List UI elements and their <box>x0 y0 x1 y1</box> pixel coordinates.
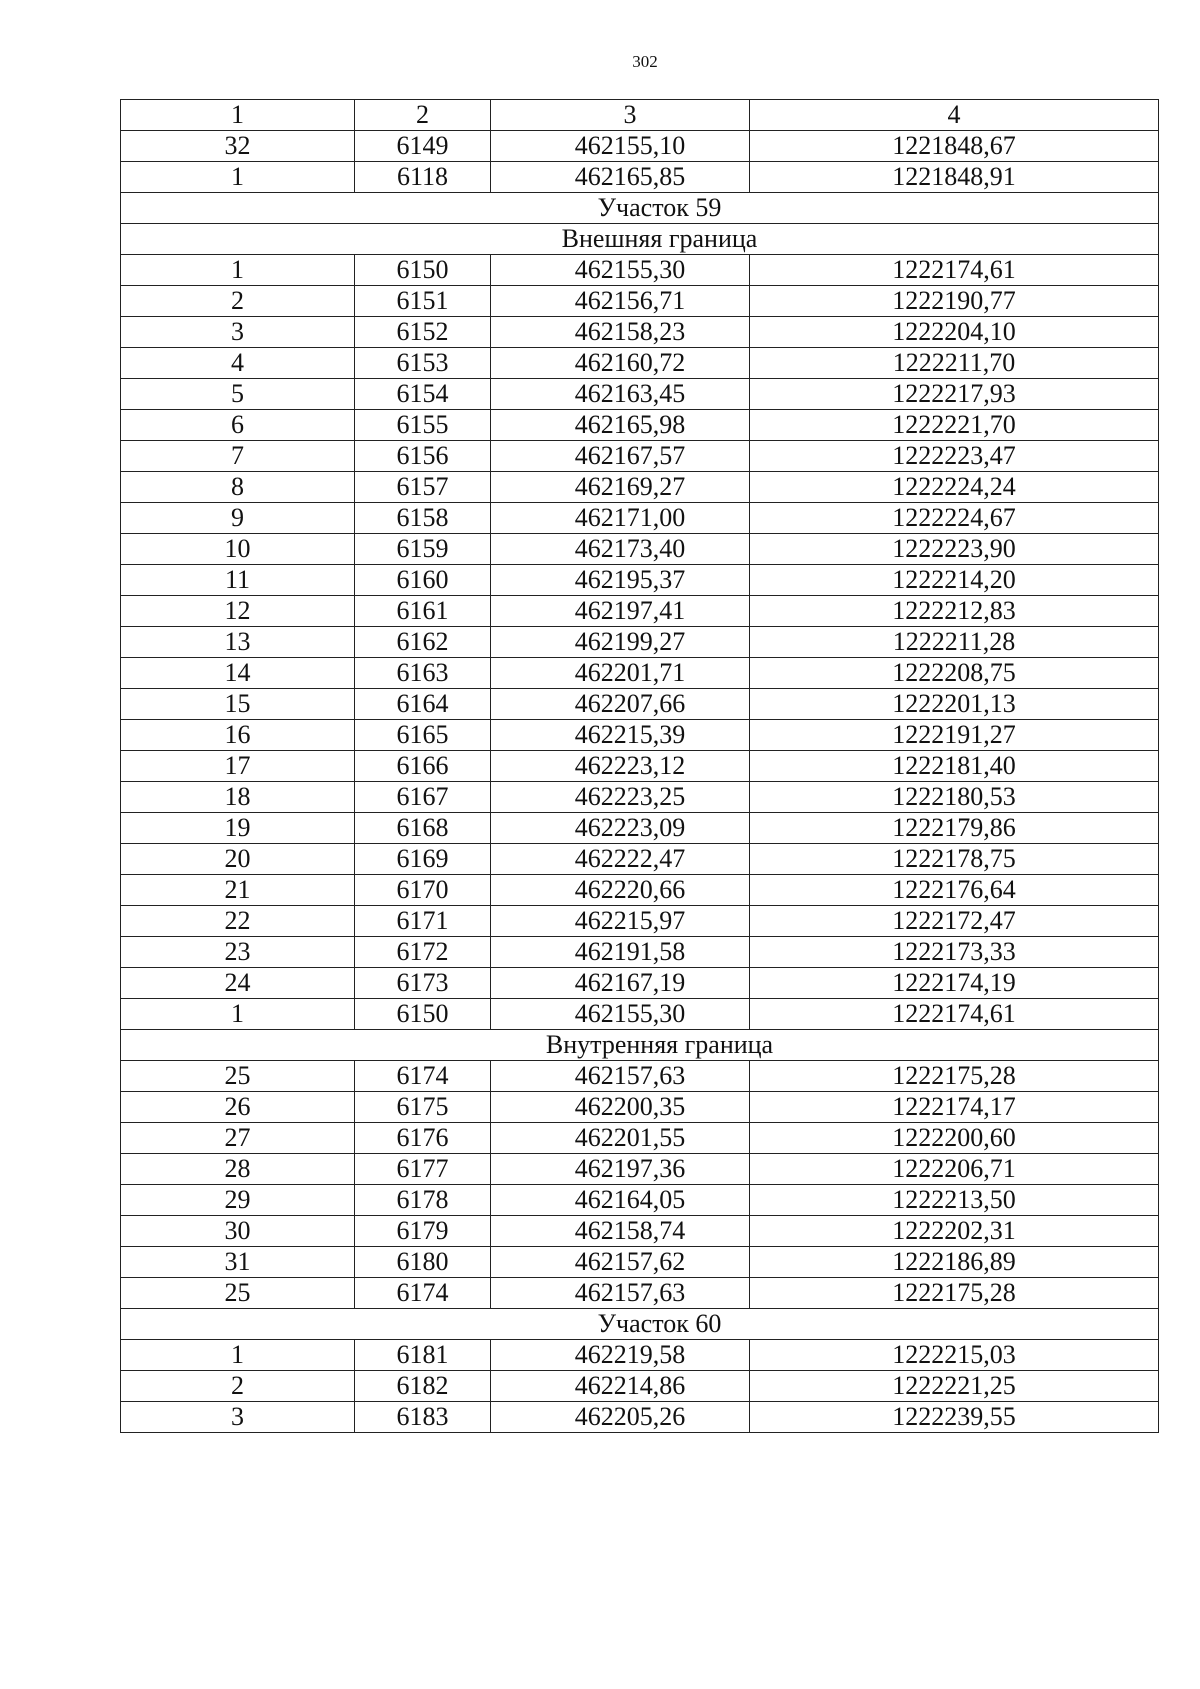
table-row <box>121 968 1159 999</box>
point-number-cell: 26 <box>121 1092 355 1123</box>
x-coordinate-cell: 462165,85 <box>491 162 750 193</box>
point-number-cell: 15 <box>121 689 355 720</box>
point-id-cell: 6118 <box>355 162 491 193</box>
point-number-cell: 25 <box>121 1278 355 1309</box>
y-coordinate-cell: 1222221,25 <box>750 1371 1159 1402</box>
point-id-cell: 6183 <box>355 1402 491 1433</box>
point-id-cell: 6152 <box>355 317 491 348</box>
x-coordinate-cell: 462223,12 <box>491 751 750 782</box>
y-coordinate-cell: 1222175,28 <box>750 1061 1159 1092</box>
y-coordinate-cell: 1222221,70 <box>750 410 1159 441</box>
point-id-cell: 6171 <box>355 906 491 937</box>
point-number-cell: 7 <box>121 441 355 472</box>
point-number-cell: 32 <box>121 131 355 162</box>
table-row <box>121 286 1159 317</box>
y-coordinate-cell: 1222173,33 <box>750 937 1159 968</box>
point-id-cell: 6153 <box>355 348 491 379</box>
table-row <box>121 472 1159 503</box>
table-row <box>121 782 1159 813</box>
point-number-cell: 1 <box>121 162 355 193</box>
point-number-cell: 8 <box>121 472 355 503</box>
point-number-cell: 27 <box>121 1123 355 1154</box>
table-row <box>121 131 1159 162</box>
point-number-cell: 30 <box>121 1216 355 1247</box>
table-row <box>121 503 1159 534</box>
x-coordinate-cell: 462195,37 <box>491 565 750 596</box>
point-number-cell: 1 <box>121 1340 355 1371</box>
x-coordinate-cell: 462160,72 <box>491 348 750 379</box>
x-coordinate-cell: 462173,40 <box>491 534 750 565</box>
point-id-cell: 6177 <box>355 1154 491 1185</box>
point-number-cell: 25 <box>121 1061 355 1092</box>
table-row <box>121 906 1159 937</box>
table-row <box>121 534 1159 565</box>
point-id-cell: 6172 <box>355 937 491 968</box>
point-number-cell: 12 <box>121 596 355 627</box>
y-coordinate-cell: 1222175,28 <box>750 1278 1159 1309</box>
y-coordinate-cell: 1222174,61 <box>750 999 1159 1030</box>
section-label: Внешняя граница <box>121 224 1159 255</box>
x-coordinate-cell: 462220,66 <box>491 875 750 906</box>
x-coordinate-cell: 462163,45 <box>491 379 750 410</box>
y-coordinate-cell: 1222176,64 <box>750 875 1159 906</box>
y-coordinate-cell: 1222217,93 <box>750 379 1159 410</box>
x-coordinate-cell: 462155,10 <box>491 131 750 162</box>
y-coordinate-cell: 1222212,83 <box>750 596 1159 627</box>
point-number-cell: 29 <box>121 1185 355 1216</box>
point-id-cell: 6176 <box>355 1123 491 1154</box>
table-row <box>121 1340 1159 1371</box>
point-id-cell: 6151 <box>355 286 491 317</box>
y-coordinate-cell: 1222239,55 <box>750 1402 1159 1433</box>
x-coordinate-cell: 462165,98 <box>491 410 750 441</box>
x-coordinate-cell: 462223,09 <box>491 813 750 844</box>
point-number-cell: 17 <box>121 751 355 782</box>
table-row <box>121 1154 1159 1185</box>
x-coordinate-cell: 462215,97 <box>491 906 750 937</box>
point-id-cell: 6170 <box>355 875 491 906</box>
table-row <box>121 1278 1159 1309</box>
y-coordinate-cell: 1222204,10 <box>750 317 1159 348</box>
table-row <box>121 627 1159 658</box>
point-number-cell: 16 <box>121 720 355 751</box>
point-id-cell: 6157 <box>355 472 491 503</box>
x-coordinate-cell: 462199,27 <box>491 627 750 658</box>
point-id-cell: 6181 <box>355 1340 491 1371</box>
table-row <box>121 379 1159 410</box>
x-coordinate-cell: 462201,71 <box>491 658 750 689</box>
point-id-cell: 6165 <box>355 720 491 751</box>
point-id-cell: 6167 <box>355 782 491 813</box>
section-label: Участок 60 <box>121 1309 1159 1340</box>
point-number-cell: 31 <box>121 1247 355 1278</box>
x-coordinate-cell: 462167,19 <box>491 968 750 999</box>
y-coordinate-cell: 1222223,47 <box>750 441 1159 472</box>
x-coordinate-cell: 462157,63 <box>491 1061 750 1092</box>
x-coordinate-cell: 462200,35 <box>491 1092 750 1123</box>
x-coordinate-cell: 462207,66 <box>491 689 750 720</box>
table-row <box>121 317 1159 348</box>
point-id-cell: 6168 <box>355 813 491 844</box>
point-number-cell: 2 <box>121 1371 355 1402</box>
point-number-cell: 20 <box>121 844 355 875</box>
table-row <box>121 937 1159 968</box>
header-cell-1: 1 <box>121 100 355 131</box>
y-coordinate-cell: 1222186,89 <box>750 1247 1159 1278</box>
point-id-cell: 6150 <box>355 255 491 286</box>
table-row <box>121 813 1159 844</box>
point-number-cell: 6 <box>121 410 355 441</box>
point-number-cell: 1 <box>121 255 355 286</box>
x-coordinate-cell: 462197,36 <box>491 1154 750 1185</box>
point-id-cell: 6166 <box>355 751 491 782</box>
point-id-cell: 6169 <box>355 844 491 875</box>
y-coordinate-cell: 1222206,71 <box>750 1154 1159 1185</box>
y-coordinate-cell: 1222208,75 <box>750 658 1159 689</box>
point-id-cell: 6154 <box>355 379 491 410</box>
table-row <box>121 999 1159 1030</box>
y-coordinate-cell: 1222224,24 <box>750 472 1159 503</box>
section-row <box>121 193 1159 224</box>
x-coordinate-cell: 462205,26 <box>491 1402 750 1433</box>
y-coordinate-cell: 1222214,20 <box>750 565 1159 596</box>
table-row <box>121 565 1159 596</box>
point-id-cell: 6150 <box>355 999 491 1030</box>
x-coordinate-cell: 462156,71 <box>491 286 750 317</box>
point-number-cell: 3 <box>121 1402 355 1433</box>
x-coordinate-cell: 462201,55 <box>491 1123 750 1154</box>
header-cell-2: 2 <box>355 100 491 131</box>
coordinates-table <box>120 99 1159 1433</box>
table-row <box>121 658 1159 689</box>
point-number-cell: 1 <box>121 999 355 1030</box>
point-number-cell: 23 <box>121 937 355 968</box>
table-header-row <box>121 100 1159 131</box>
table-row <box>121 348 1159 379</box>
point-id-cell: 6174 <box>355 1061 491 1092</box>
x-coordinate-cell: 462171,00 <box>491 503 750 534</box>
table-row <box>121 1247 1159 1278</box>
x-coordinate-cell: 462167,57 <box>491 441 750 472</box>
point-number-cell: 10 <box>121 534 355 565</box>
page-number: 302 <box>632 52 658 71</box>
header-cell-3: 3 <box>491 100 750 131</box>
point-number-cell: 5 <box>121 379 355 410</box>
table-row <box>121 255 1159 286</box>
y-coordinate-cell: 1222179,86 <box>750 813 1159 844</box>
point-id-cell: 6159 <box>355 534 491 565</box>
y-coordinate-cell: 1222215,03 <box>750 1340 1159 1371</box>
point-id-cell: 6163 <box>355 658 491 689</box>
table-row <box>121 1371 1159 1402</box>
table-row <box>121 1092 1159 1123</box>
point-number-cell: 13 <box>121 627 355 658</box>
point-number-cell: 11 <box>121 565 355 596</box>
point-id-cell: 6155 <box>355 410 491 441</box>
x-coordinate-cell: 462155,30 <box>491 999 750 1030</box>
y-coordinate-cell: 1222181,40 <box>750 751 1159 782</box>
y-coordinate-cell: 1222223,90 <box>750 534 1159 565</box>
point-id-cell: 6174 <box>355 1278 491 1309</box>
y-coordinate-cell: 1222174,61 <box>750 255 1159 286</box>
table-row <box>121 751 1159 782</box>
x-coordinate-cell: 462197,41 <box>491 596 750 627</box>
x-coordinate-cell: 462219,58 <box>491 1340 750 1371</box>
y-coordinate-cell: 1222180,53 <box>750 782 1159 813</box>
point-id-cell: 6175 <box>355 1092 491 1123</box>
point-id-cell: 6180 <box>355 1247 491 1278</box>
y-coordinate-cell: 1222200,60 <box>750 1123 1159 1154</box>
y-coordinate-cell: 1222202,31 <box>750 1216 1159 1247</box>
coordinates-table-body <box>121 100 1159 1433</box>
table-row <box>121 1123 1159 1154</box>
table-row <box>121 1061 1159 1092</box>
table-row <box>121 689 1159 720</box>
x-coordinate-cell: 462155,30 <box>491 255 750 286</box>
x-coordinate-cell: 462158,74 <box>491 1216 750 1247</box>
y-coordinate-cell: 1221848,91 <box>750 162 1159 193</box>
x-coordinate-cell: 462157,62 <box>491 1247 750 1278</box>
point-number-cell: 18 <box>121 782 355 813</box>
point-number-cell: 21 <box>121 875 355 906</box>
table-row <box>121 441 1159 472</box>
table-row <box>121 720 1159 751</box>
point-id-cell: 6179 <box>355 1216 491 1247</box>
y-coordinate-cell: 1222174,19 <box>750 968 1159 999</box>
point-id-cell: 6156 <box>355 441 491 472</box>
table-row <box>121 410 1159 441</box>
x-coordinate-cell: 462223,25 <box>491 782 750 813</box>
table-row <box>121 1185 1159 1216</box>
point-number-cell: 19 <box>121 813 355 844</box>
x-coordinate-cell: 462222,47 <box>491 844 750 875</box>
point-number-cell: 22 <box>121 906 355 937</box>
section-row <box>121 224 1159 255</box>
point-id-cell: 6162 <box>355 627 491 658</box>
point-id-cell: 6160 <box>355 565 491 596</box>
point-id-cell: 6178 <box>355 1185 491 1216</box>
y-coordinate-cell: 1222174,17 <box>750 1092 1159 1123</box>
y-coordinate-cell: 1222191,27 <box>750 720 1159 751</box>
section-label: Участок 59 <box>121 193 1159 224</box>
y-coordinate-cell: 1222211,28 <box>750 627 1159 658</box>
y-coordinate-cell: 1222172,47 <box>750 906 1159 937</box>
point-number-cell: 24 <box>121 968 355 999</box>
point-number-cell: 4 <box>121 348 355 379</box>
y-coordinate-cell: 1222201,13 <box>750 689 1159 720</box>
point-number-cell: 3 <box>121 317 355 348</box>
point-id-cell: 6149 <box>355 131 491 162</box>
point-id-cell: 6161 <box>355 596 491 627</box>
x-coordinate-cell: 462214,86 <box>491 1371 750 1402</box>
section-row <box>121 1309 1159 1340</box>
x-coordinate-cell: 462158,23 <box>491 317 750 348</box>
y-coordinate-cell: 1221848,67 <box>750 131 1159 162</box>
y-coordinate-cell: 1222224,67 <box>750 503 1159 534</box>
table-row <box>121 844 1159 875</box>
x-coordinate-cell: 462169,27 <box>491 472 750 503</box>
y-coordinate-cell: 1222190,77 <box>750 286 1159 317</box>
point-number-cell: 2 <box>121 286 355 317</box>
table-row <box>121 1402 1159 1433</box>
x-coordinate-cell: 462164,05 <box>491 1185 750 1216</box>
table-row <box>121 162 1159 193</box>
section-row <box>121 1030 1159 1061</box>
point-number-cell: 14 <box>121 658 355 689</box>
y-coordinate-cell: 1222213,50 <box>750 1185 1159 1216</box>
table-row <box>121 1216 1159 1247</box>
point-id-cell: 6182 <box>355 1371 491 1402</box>
header-cell-4: 4 <box>750 100 1159 131</box>
x-coordinate-cell: 462215,39 <box>491 720 750 751</box>
point-id-cell: 6158 <box>355 503 491 534</box>
point-id-cell: 6164 <box>355 689 491 720</box>
point-number-cell: 9 <box>121 503 355 534</box>
y-coordinate-cell: 1222211,70 <box>750 348 1159 379</box>
point-number-cell: 28 <box>121 1154 355 1185</box>
x-coordinate-cell: 462191,58 <box>491 937 750 968</box>
section-label: Внутренняя граница <box>121 1030 1159 1061</box>
y-coordinate-cell: 1222178,75 <box>750 844 1159 875</box>
table-row <box>121 596 1159 627</box>
x-coordinate-cell: 462157,63 <box>491 1278 750 1309</box>
table-row <box>121 875 1159 906</box>
point-id-cell: 6173 <box>355 968 491 999</box>
